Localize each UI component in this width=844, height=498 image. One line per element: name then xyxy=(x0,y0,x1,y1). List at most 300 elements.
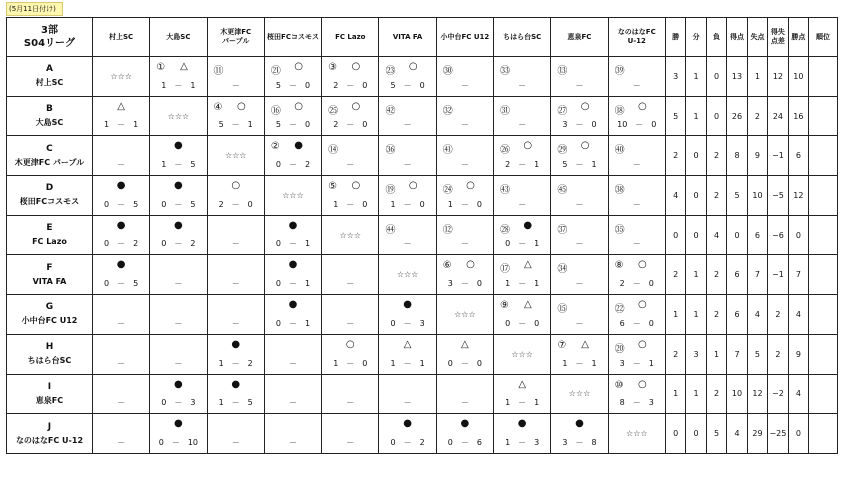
stat-points: 6 xyxy=(788,136,808,176)
match-score: － xyxy=(231,437,240,447)
result-mark-icon: △ xyxy=(403,338,412,350)
match-number: ㊶ xyxy=(442,145,453,157)
match-score: 0 － 5 xyxy=(104,279,139,289)
match-cell xyxy=(207,57,264,97)
match-score: － xyxy=(460,239,469,249)
col-header: なのはなFC U-12 xyxy=(608,18,665,57)
stat-goal-diff: 2 xyxy=(768,334,788,374)
match-cell xyxy=(92,176,149,216)
stat-goals-for: 5 xyxy=(727,176,747,216)
stat-losses: 4 xyxy=(706,215,726,255)
stat-wins: 2 xyxy=(665,136,685,176)
match-cell xyxy=(608,255,665,295)
match-score: 3 － 1 xyxy=(619,358,654,368)
result-mark-icon: ○ xyxy=(638,338,647,350)
match-cell xyxy=(436,414,493,454)
match-number: ㊺ xyxy=(557,185,568,197)
match-number: ㊵ xyxy=(614,145,625,157)
match-score: － xyxy=(174,318,183,328)
match-score: 0 － 3 xyxy=(390,318,425,328)
result-mark-icon: ● xyxy=(174,378,183,390)
stat-goals-for: 10 xyxy=(727,374,747,414)
match-number: ⑮ xyxy=(557,304,568,316)
self-match-cell: ☆☆☆ xyxy=(92,57,149,97)
stat-losses: 2 xyxy=(706,136,726,176)
match-score: 0 － 5 xyxy=(104,199,139,209)
match-cell xyxy=(379,295,436,335)
stat-losses: 2 xyxy=(706,176,726,216)
result-mark-icon: ● xyxy=(575,418,584,430)
stat-draws: 3 xyxy=(686,334,706,374)
stat-wins: 1 xyxy=(665,374,685,414)
stat-points: 0 xyxy=(788,414,808,454)
match-score: 2 － 0 xyxy=(333,80,368,90)
team-name-cell xyxy=(7,414,93,454)
stat-goals-against: 1 xyxy=(747,57,767,97)
match-score: 0 － 6 xyxy=(447,437,482,447)
stat-rank xyxy=(809,374,838,414)
stat-goal-diff: −25 xyxy=(768,414,788,454)
stat-points: 9 xyxy=(788,334,808,374)
match-score: － xyxy=(117,437,126,447)
match-number: ⑨ xyxy=(500,300,509,312)
match-cell xyxy=(207,96,264,136)
stat-goals-for: 13 xyxy=(727,57,747,97)
result-mark-icon: ● xyxy=(116,259,126,271)
match-cell xyxy=(608,295,665,335)
result-mark-icon: ● xyxy=(174,219,183,231)
date-note: (5月11日付け) xyxy=(6,2,63,16)
stat-points: 16 xyxy=(788,96,808,136)
match-score: 1 － 5 xyxy=(161,160,196,170)
stat-goal-diff: −1 xyxy=(768,136,788,176)
match-cell xyxy=(379,334,436,374)
match-cell xyxy=(150,414,207,454)
match-score: － xyxy=(231,80,240,90)
match-cell xyxy=(551,57,608,97)
match-score: － xyxy=(346,160,355,170)
league-table xyxy=(6,17,838,454)
result-mark-icon: ○ xyxy=(638,259,647,271)
stat-goal-diff: 12 xyxy=(768,57,788,97)
stat-goals-against: 12 xyxy=(747,374,767,414)
stat-rank xyxy=(809,295,838,335)
team-letter: I xyxy=(47,381,52,392)
result-mark-icon: △ xyxy=(461,338,469,350)
match-score: － xyxy=(288,398,297,408)
match-score: 5 － 0 xyxy=(275,120,311,130)
col-header: 大島SC xyxy=(150,18,207,57)
match-score: 6 － 0 xyxy=(619,318,654,328)
stat-points: 10 xyxy=(788,57,808,97)
match-score: － xyxy=(632,239,641,249)
result-mark-icon: ● xyxy=(288,299,298,311)
match-score: － xyxy=(460,398,469,408)
match-cell xyxy=(92,96,149,136)
stat-points: 4 xyxy=(788,374,808,414)
stat-draws: 1 xyxy=(686,295,706,335)
team-letter: F xyxy=(46,262,53,273)
match-score: － xyxy=(346,318,355,328)
match-score: － xyxy=(403,398,412,408)
match-score: － xyxy=(632,199,641,209)
match-cell xyxy=(92,334,149,374)
result-mark-icon: △ xyxy=(180,61,188,72)
match-score: － xyxy=(575,279,584,289)
result-mark-icon: ○ xyxy=(523,140,533,152)
result-mark-icon: ○ xyxy=(351,100,361,112)
match-cell xyxy=(494,295,551,335)
match-number: ㉖ xyxy=(500,145,511,157)
match-number: ⑲ xyxy=(385,185,396,197)
match-score: － xyxy=(288,358,297,368)
stat-wins: 5 xyxy=(665,96,685,136)
match-cell xyxy=(436,57,493,97)
team-letter: H xyxy=(45,342,54,353)
self-match-cell: ☆☆☆ xyxy=(379,255,436,295)
match-score: 1 － 1 xyxy=(562,358,597,368)
team-name: FC Lazo xyxy=(32,237,67,247)
team-name: ちはら台SC xyxy=(27,356,72,366)
match-cell xyxy=(322,255,379,295)
result-mark-icon: ○ xyxy=(294,61,303,72)
match-cell xyxy=(494,414,551,454)
team-name-cell xyxy=(7,96,93,136)
stat-draws: 0 xyxy=(686,176,706,216)
team-name-cell xyxy=(7,334,93,374)
stat-goal-diff: −6 xyxy=(768,215,788,255)
match-number: ㊱ xyxy=(385,145,396,157)
stat-draws: 0 xyxy=(686,136,706,176)
match-cell xyxy=(92,414,149,454)
stat-losses: 0 xyxy=(706,57,726,97)
match-cell xyxy=(608,57,665,97)
match-score: 0 － 10 xyxy=(158,437,199,447)
result-mark-icon: △ xyxy=(581,338,589,350)
match-score: 1 － 1 xyxy=(390,358,425,368)
self-match-cell: ☆☆☆ xyxy=(322,215,379,255)
result-mark-icon: ● xyxy=(288,259,298,271)
stat-losses: 5 xyxy=(706,414,726,454)
match-cell xyxy=(379,215,436,255)
stat-goals-for: 6 xyxy=(727,295,747,335)
result-mark-icon: ● xyxy=(174,140,183,152)
match-cell xyxy=(379,374,436,414)
match-score: 1 － 1 xyxy=(505,398,540,408)
stat-goal-diff: −5 xyxy=(768,176,788,216)
result-mark-icon: ○ xyxy=(466,259,475,271)
match-cell xyxy=(150,136,207,176)
match-number: ④ xyxy=(213,101,223,113)
match-number: ㉜ xyxy=(442,105,453,117)
match-number: ⑰ xyxy=(500,264,511,276)
stat-goals-for: 0 xyxy=(727,215,747,255)
match-number: ㉝ xyxy=(500,66,511,77)
stat-draws: 1 xyxy=(686,57,706,97)
match-score: － xyxy=(575,239,584,249)
match-number: ⑦ xyxy=(557,339,567,351)
match-score: － xyxy=(518,80,527,90)
self-match-cell: ☆☆☆ xyxy=(551,374,608,414)
match-number: ㉒ xyxy=(614,304,625,316)
stat-goal-diff: 2 xyxy=(768,295,788,335)
stat-wins: 0 xyxy=(665,414,685,454)
match-score: － xyxy=(403,120,412,130)
match-cell xyxy=(608,176,665,216)
match-score: － xyxy=(174,358,183,368)
match-score: 5 － 0 xyxy=(390,80,425,90)
match-score: － xyxy=(575,80,584,90)
match-number: ㉙ xyxy=(557,145,568,157)
match-cell xyxy=(264,57,321,97)
table-row xyxy=(7,136,838,176)
stat-draws: 0 xyxy=(686,215,706,255)
match-number: ㉞ xyxy=(557,264,568,276)
match-cell xyxy=(494,96,551,136)
league-name: S04リーグ xyxy=(23,38,76,49)
match-cell xyxy=(264,215,321,255)
match-cell xyxy=(551,176,608,216)
match-score: 3 － 0 xyxy=(562,120,597,130)
stat-goals-against: 9 xyxy=(747,136,767,176)
match-score: － xyxy=(117,160,126,170)
match-number: ⑬ xyxy=(557,66,568,77)
match-score: 3 － 0 xyxy=(447,279,482,289)
result-mark-icon: ● xyxy=(460,418,470,430)
match-cell xyxy=(150,374,207,414)
match-score: 1 － 1 xyxy=(161,80,196,90)
stat-wins: 0 xyxy=(665,215,685,255)
match-cell xyxy=(150,176,207,216)
table-row xyxy=(7,374,838,414)
stat-rank xyxy=(809,414,838,454)
match-cell xyxy=(379,57,436,97)
team-name: 大島SC xyxy=(35,118,64,128)
stat-losses: 2 xyxy=(706,374,726,414)
stat-header-draws: 分 xyxy=(686,18,706,57)
stat-rank xyxy=(809,57,838,97)
stat-header-goal-diff: 得失点差 xyxy=(768,18,788,57)
self-match-cell: ☆☆☆ xyxy=(207,136,264,176)
stat-goals-against: 4 xyxy=(747,295,767,335)
match-number: ㊸ xyxy=(500,185,511,197)
match-score: 0 － 1 xyxy=(275,279,311,289)
match-score: 10 － 0 xyxy=(617,120,657,130)
result-mark-icon: ○ xyxy=(408,180,418,192)
match-number: ㊴ xyxy=(614,66,625,77)
col-header: 村上SC xyxy=(92,18,149,57)
match-number: ⑫ xyxy=(442,224,453,236)
stat-wins: 4 xyxy=(665,176,685,216)
result-mark-icon: ○ xyxy=(408,61,418,72)
col-header: ちはら台SC xyxy=(494,18,551,57)
result-mark-icon: ● xyxy=(288,219,298,231)
team-letter: D xyxy=(45,183,54,194)
self-match-cell: ☆☆☆ xyxy=(436,295,493,335)
result-mark-icon: ○ xyxy=(580,100,590,112)
stat-goals-for: 26 xyxy=(727,96,747,136)
stat-draws: 1 xyxy=(686,374,706,414)
team-letter: E xyxy=(46,223,53,234)
match-cell xyxy=(436,334,493,374)
match-number: ⑥ xyxy=(442,260,452,272)
match-score: 0 － 0 xyxy=(505,318,540,328)
match-score: － xyxy=(231,239,240,249)
match-cell xyxy=(322,414,379,454)
match-score: － xyxy=(346,437,355,447)
stat-header-points: 勝点 xyxy=(788,18,808,57)
match-number: ⑪ xyxy=(213,66,224,77)
stat-goals-against: 2 xyxy=(747,96,767,136)
match-number: ㊳ xyxy=(614,185,625,197)
self-match-cell: ☆☆☆ xyxy=(494,334,551,374)
match-cell xyxy=(436,96,493,136)
result-mark-icon: ○ xyxy=(236,100,246,112)
match-score: － xyxy=(231,279,240,289)
result-mark-icon: △ xyxy=(518,378,527,390)
stat-header-goals-against: 失点 xyxy=(747,18,767,57)
match-number: ㉛ xyxy=(500,105,511,117)
stat-goals-for: 6 xyxy=(727,255,747,295)
team-letter: C xyxy=(46,143,53,154)
result-mark-icon: ● xyxy=(174,180,183,192)
match-score: 1 － 0 xyxy=(333,358,368,368)
match-cell xyxy=(150,255,207,295)
match-number: ㉕ xyxy=(328,105,339,117)
match-cell xyxy=(207,295,264,335)
match-cell xyxy=(436,374,493,414)
team-name: 村上SC xyxy=(35,78,64,88)
stat-wins: 3 xyxy=(665,57,685,97)
match-number: ㉓ xyxy=(385,66,396,77)
team-name: 小中台FC U12 xyxy=(21,316,78,326)
result-mark-icon: ● xyxy=(231,338,241,350)
stat-header-losses: 負 xyxy=(706,18,726,57)
team-name-cell xyxy=(7,136,93,176)
stat-goal-diff: −2 xyxy=(768,374,788,414)
match-cell xyxy=(322,295,379,335)
match-score: 1 － 1 xyxy=(505,279,540,289)
match-score: 0 － 2 xyxy=(161,239,196,249)
match-number: ③ xyxy=(328,62,338,73)
team-name: VITA FA xyxy=(32,276,67,286)
self-match-cell: ☆☆☆ xyxy=(264,176,321,216)
result-mark-icon: △ xyxy=(523,299,532,311)
stat-goals-for: 8 xyxy=(727,136,747,176)
match-score: 1 － 1 xyxy=(104,120,139,130)
team-name-cell xyxy=(7,215,93,255)
stat-rank xyxy=(809,215,838,255)
match-score: － xyxy=(117,318,126,328)
match-score: － xyxy=(231,318,240,328)
match-cell xyxy=(322,57,379,97)
result-mark-icon: ○ xyxy=(466,180,475,192)
match-cell xyxy=(264,255,321,295)
stat-rank xyxy=(809,255,838,295)
match-cell xyxy=(551,96,608,136)
stat-goals-against: 7 xyxy=(747,255,767,295)
match-cell xyxy=(264,374,321,414)
match-cell xyxy=(436,255,493,295)
team-letter: J xyxy=(47,421,52,432)
match-cell xyxy=(608,334,665,374)
match-score: 1 － 0 xyxy=(390,199,425,209)
match-number: ㉟ xyxy=(614,224,625,236)
match-cell xyxy=(494,215,551,255)
match-cell xyxy=(494,57,551,97)
result-mark-icon: ● xyxy=(116,219,126,231)
match-score: － xyxy=(174,279,183,289)
match-number: ㉔ xyxy=(442,185,453,197)
table-row xyxy=(7,414,838,454)
stat-goals-against: 5 xyxy=(747,334,767,374)
result-mark-icon: △ xyxy=(117,100,125,112)
match-score: 0 － 2 xyxy=(275,160,311,170)
match-number: ⑱ xyxy=(614,105,625,117)
stat-rank xyxy=(809,96,838,136)
team-name-cell xyxy=(7,57,93,97)
match-score: － xyxy=(403,239,412,249)
match-score: 8 － 3 xyxy=(619,398,654,408)
match-cell xyxy=(264,334,321,374)
match-score: － xyxy=(117,358,126,368)
result-mark-icon: ● xyxy=(174,418,183,430)
result-mark-icon: ○ xyxy=(638,100,647,112)
match-score: 0 － 3 xyxy=(161,398,196,408)
col-header: FC Lazo xyxy=(322,18,379,57)
match-number: ⑧ xyxy=(614,260,624,272)
match-score: － xyxy=(346,398,355,408)
match-cell xyxy=(494,255,551,295)
match-score: － xyxy=(518,120,527,130)
match-cell xyxy=(608,96,665,136)
match-cell xyxy=(436,136,493,176)
match-cell xyxy=(207,215,264,255)
stat-wins: 1 xyxy=(665,295,685,335)
result-mark-icon: ○ xyxy=(231,180,241,192)
result-mark-icon: ○ xyxy=(638,378,647,390)
match-cell xyxy=(608,374,665,414)
match-score: 2 － 1 xyxy=(505,160,540,170)
match-number: ㉗ xyxy=(557,105,568,117)
result-mark-icon: ○ xyxy=(638,299,647,311)
team-letter: A xyxy=(45,64,53,75)
stat-goals-for: 4 xyxy=(727,414,747,454)
team-name-cell xyxy=(7,374,93,414)
match-score: 1 － 3 xyxy=(505,437,540,447)
result-mark-icon: ○ xyxy=(351,180,361,192)
result-mark-icon: ● xyxy=(517,418,527,430)
match-number: ㉑ xyxy=(270,66,281,77)
match-cell xyxy=(551,255,608,295)
team-letter: B xyxy=(46,104,53,115)
match-number: ㊹ xyxy=(385,224,396,236)
match-cell xyxy=(494,136,551,176)
match-cell xyxy=(551,295,608,335)
match-cell xyxy=(551,136,608,176)
match-cell xyxy=(379,176,436,216)
team-name-cell xyxy=(7,255,93,295)
match-score: － xyxy=(632,160,641,170)
match-cell xyxy=(379,414,436,454)
result-mark-icon: ● xyxy=(294,140,303,152)
match-score: 0 － 2 xyxy=(104,239,139,249)
match-score: － xyxy=(518,199,527,209)
match-score: 0 － 1 xyxy=(505,239,540,249)
match-cell xyxy=(92,215,149,255)
stat-goals-against: 6 xyxy=(747,215,767,255)
match-score: 1 － 5 xyxy=(218,398,253,408)
